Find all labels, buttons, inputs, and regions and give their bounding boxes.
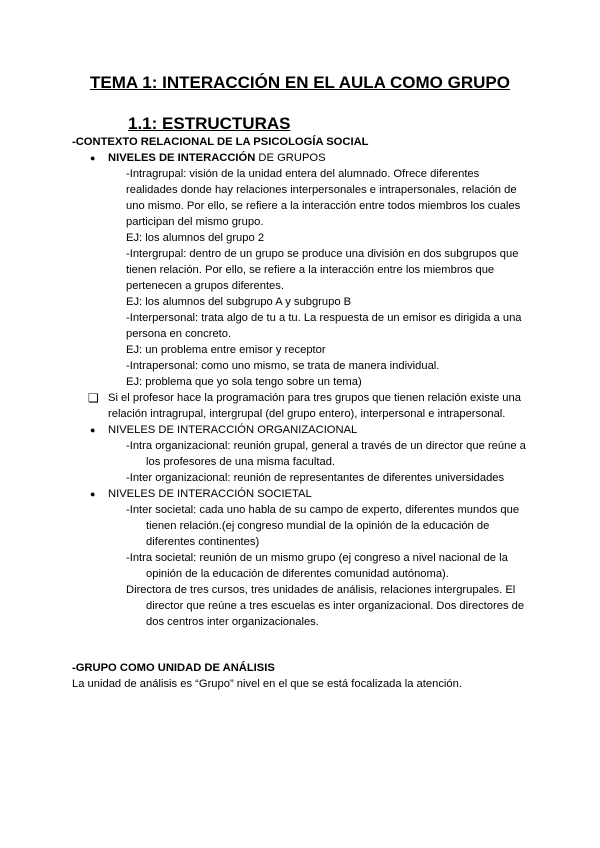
bullet-label-rest: DE GRUPOS	[255, 152, 326, 164]
example-line: EJ: los alumnos del grupo 2	[126, 232, 265, 244]
checkbox-note-text: Si el profesor hace la programación para tres grupos que tienen relación existe una relación intragrupal, intergrupal (del grupo entero), interpersonal e intrapersonal.	[108, 392, 521, 420]
bullet-label: NIVELES DE INTERACCIÓN ORGANIZACIONAL	[108, 424, 358, 436]
checkbox-icon: ❏	[88, 391, 99, 405]
bullet-label-bold: NIVELES DE INTERACCIÓN	[108, 152, 256, 164]
bullet-label: NIVELES DE INTERACCIÓN SOCIETAL	[108, 488, 312, 500]
section-heading-grupo-unidad: -GRUPO COMO UNIDAD DE ANÁLISIS	[72, 662, 275, 674]
paragraph-inter-societal: -Inter societal: cada uno habla de su campo de experto, diferentes mundos que tienen relación.(ej congreso mundial de la opinión de la educación de diferentes continentes)	[126, 504, 520, 548]
section-subtitle: 1.1: ESTRUCTURAS	[128, 114, 291, 133]
paragraph-inter-organizacional: -Inter organizacional: reunión de representantes de diferentes universidades	[126, 472, 505, 484]
bullet-icon: ●	[90, 425, 96, 435]
paragraph-intra-societal: -Intra societal: reunión de un mismo grupo (ej congreso a nivel nacional de la opinión de la educación de diferentes comunidad autónoma).	[126, 552, 508, 580]
bullet-niveles-societal	[72, 486, 532, 502]
checkbox-note	[72, 390, 532, 422]
document-body	[72, 134, 532, 692]
section-heading-contexto: -CONTEXTO RELACIONAL DE LA PSICOLOGÍA SOCIAL	[72, 136, 369, 148]
paragraph-intrapersonal: -Intrapersonal: como uno mismo, se trata de manera individual.	[126, 360, 440, 372]
paragraph-directora: Directora de tres cursos, tres unidades de análisis, relaciones intergrupales. El director que reúne a tres escuelas es inter organizacional. Dos directores de dos centros inter organizacionales.	[126, 584, 525, 628]
example-line: EJ: un problema entre emisor y receptor	[126, 344, 326, 356]
document-title: TEMA 1: INTERACCIÓN EN EL AULA COMO GRUPO	[90, 73, 510, 92]
example-line: EJ: problema que yo sola tengo sobre un tema)	[126, 376, 362, 388]
paragraph-unidad-analisis: La unidad de análisis es “Grupo” nivel en el que se está focalizada la atención.	[72, 678, 462, 690]
bullet-niveles-organizacional	[72, 422, 532, 438]
paragraph-intergrupal: -Intergrupal: dentro de un grupo se produce una división en dos subgrupos que tienen relación. Por ello, se refiere a la interacción entre los miembros que pertenecen a grupos diferentes.	[126, 248, 519, 292]
example-line: EJ: los alumnos del subgrupo A y subgrupo B	[126, 296, 352, 308]
bullet-icon: ●	[90, 489, 96, 499]
paragraph-intra-organizacional: -Intra organizacional: reunión grupal, general a través de un director que reúne a los profesores de una misma facultad.	[126, 440, 526, 468]
bullet-icon: ●	[90, 153, 96, 163]
paragraph-intragrupal: -Intragrupal: visión de la unidad entera del alumnado. Ofrece diferentes realidades donde hay relaciones interpersonales e intrapersonales, relación de uno mismo. Por ello, se refiere a la interacción entre todos miembros los cuales participan del mismo grupo.	[126, 168, 521, 228]
bullet-niveles-grupos	[72, 150, 532, 166]
paragraph-interpersonal: -Interpersonal: trata algo de tu a tu. La respuesta de un emisor es dirigida a una persona en concreto.	[126, 312, 522, 340]
